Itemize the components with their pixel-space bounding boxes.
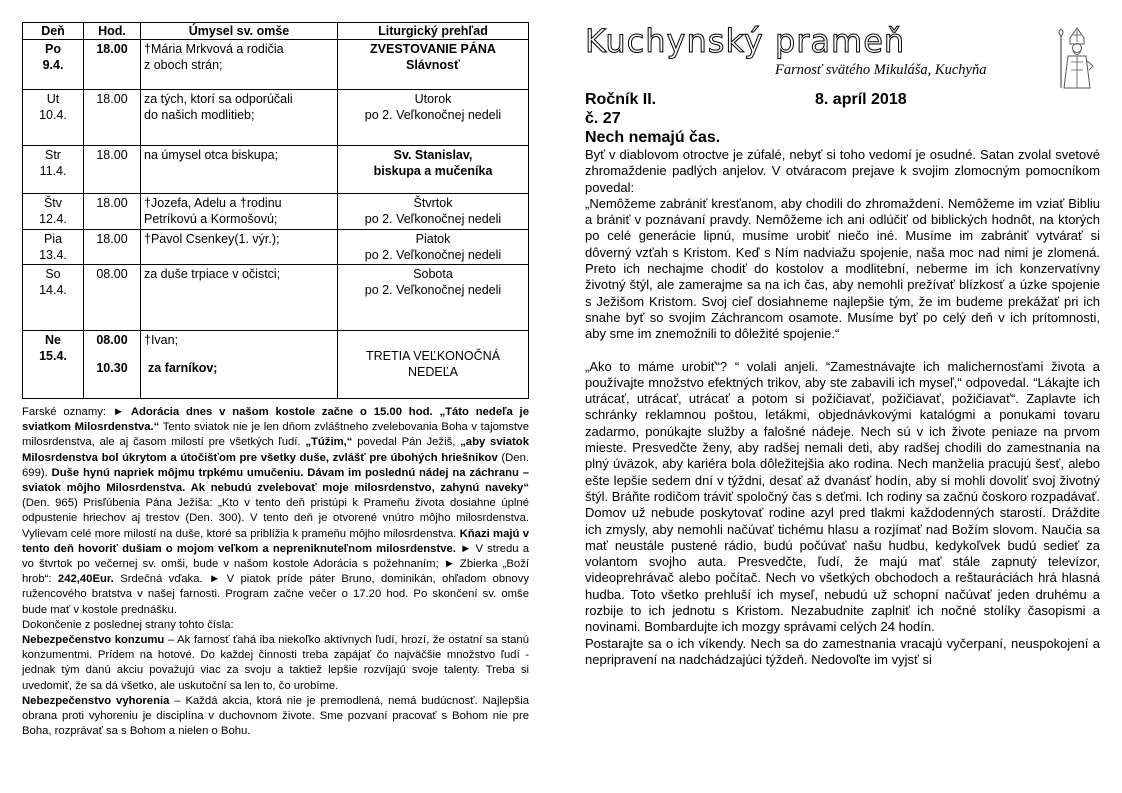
announcements-text: povedal Pán Ježiš,: [352, 436, 461, 449]
liturgy-line: po 2. Veľkonočnej nedeli: [364, 248, 502, 262]
table-row: [23, 146, 529, 194]
announcements-text: Srdečná vďaka. ► V piatok príde páter Bruno, dominikán, ohľadom obnovy ružencového bratstva v našej farnosti. Program začne večer o 17.20 hod. Po skončení sv. omše bude mať v kostole prednášku.: [22, 573, 529, 616]
table-row: [23, 40, 529, 90]
intention-cell: [141, 331, 338, 399]
liturgy-cell: [338, 40, 529, 90]
column-header-intention: Úmysel sv. omše: [141, 23, 338, 40]
newsletter-subtitle: Farnosť svätého Mikuláša, Kuchyňa: [775, 62, 987, 78]
table-row: [23, 230, 529, 265]
day-date: 12.4.: [39, 212, 67, 226]
announcements-text: Duše hynú napriek môjmu trpkému umučeniu. Dávam im poslednú nádej na záchranu – sviatok môjho Milosrdenstva. Ak nebudú zvelebovať moje milosrdenstvo, zahynú naveky“: [22, 466, 529, 495]
day-cell: [23, 331, 84, 399]
day-date: 10.4.: [39, 108, 67, 122]
liturgy-line: Slávnosť: [406, 58, 460, 72]
announcements-text: Tento sviatok nie je len dňom zvláštneho zvelebovania Boha v tajomstve milosrdenstva, ale aj časom milostí pre všetkých ľudí.: [22, 421, 529, 449]
announcements-text: (Den. 965) Prisľúbenia Pána Ježiša: „Kto v tento deň pristúpi k Prameňu života dosiahne úplné odpustenie hriechov aj trestov (Den. 300). V tento deň je otvorené vnútro môjho milosrdenstva. Vylievam celé more milostí na duše, ktoré sa priblížia k prameňu môjho milosrdenstva.: [22, 497, 529, 540]
liturgy-line: TRETIA VEĽKONOČNÁ: [365, 349, 501, 363]
intention-cell: [141, 265, 338, 331]
issue-number: č. 27: [585, 110, 621, 127]
liturgy-cell: [338, 90, 529, 146]
day-name: Ne: [45, 333, 61, 347]
intention-cell: [141, 40, 338, 90]
announcements-text: „Táto nedeľa je sviatkom Milosrdenstva.“: [22, 406, 529, 434]
table-row: [23, 194, 529, 230]
day-name: Po: [45, 42, 61, 56]
day-date: 9.4.: [42, 58, 64, 72]
liturgy-line: NEDEĽA: [407, 365, 459, 379]
day-date: 13.4.: [39, 248, 67, 262]
continuation-note: Dokončenie z poslednej strany tohto čísla:: [22, 618, 234, 631]
hour-cell: 18.00: [84, 146, 141, 194]
announcements-text: ► V stredu a vo štvrtok po večernej sv. omši, bude v našom kostole Adorácia s požehnaním; ► Zbierka „Boží hrob“:: [22, 542, 529, 586]
liturgy-cell: [338, 194, 529, 230]
article-title: Nech nemajú čas.: [585, 129, 721, 146]
masthead: [585, 22, 1100, 84]
right-column: [585, 22, 1100, 668]
intention-line: Petríkovú a Kormošovú;: [144, 212, 278, 226]
liturgy-line: Piatok: [415, 232, 451, 246]
intention-line: †Pavol Csenkey(1. výr.);: [144, 232, 280, 246]
table-row: [23, 331, 529, 399]
liturgy-line: Sv. Stanislav,: [393, 148, 473, 162]
table-row: [23, 265, 529, 331]
liturgy-cell: [338, 265, 529, 331]
intention-line: z oboch strán;: [144, 58, 223, 72]
day-cell: [23, 230, 84, 265]
day-date: 11.4.: [39, 164, 67, 178]
paragraph-text: – Ak farnosť ťahá iba niekoľko aktívnych ľudí, hrozí, že ostatní sa stanú konzumentmi. Prídem na hotové. Do každej činnosti treba zapájať čo najväčšie množstvo ľudí - jednak tým danú akciu považujú viac za svoju a taktiež lepšie rozvíjajú svoje talenty. Treba si uvedomiť, že sa dá všetko, ale uskutoční sa len to, čo urobíme.: [22, 634, 529, 692]
intention-line: do našich modlitieb;: [144, 108, 255, 122]
liturgy-line: po 2. Veľkonočnej nedeli: [364, 283, 502, 297]
intention-cell: [141, 194, 338, 230]
intention-line: za duše trpiace v očistci;: [144, 267, 281, 281]
intention-line: za tých, ktorí sa odporúčali: [144, 92, 293, 106]
paragraph-heading: Nebezpečenstvo vyhorenia: [22, 694, 170, 707]
intention-line: †Mária Mrkvová a rodičia: [144, 42, 284, 56]
liturgy-line: Utorok: [414, 92, 452, 106]
intention-line: †Ivan;: [144, 333, 179, 347]
liturgy-line: Štvrtok: [413, 196, 453, 210]
hour-cell: 18.00: [84, 90, 141, 146]
announcements-text: „aby sviatok Milosrdenstva bol úkrytom a útočišťom pre všetky duše, zvlášť pre úbohých hriešnikov: [22, 436, 529, 464]
hour-cell: 18.00: [84, 40, 141, 90]
announcements-text: (Den. 699).: [22, 451, 530, 479]
left-column: [22, 22, 529, 739]
article-paragraph: „Nemôžeme zabrániť kresťanom, aby chodili do zhromaždení. Nemôžeme im vziať Bibliu a brániť v poznávaní pravdy. Nemôžeme ich ani odlúčiť od biblických hodnôt, na ktorých po celé generácie lipnú, musíme urobiť niečo iné. Musíme im zabrániť vytvárať si dôverný vzťah s Kristom. Keď s Ním nadviažu spojenie, naša moc nad nimi je zlomená. Preto ich nechajme chodiť do kostolov a modlitební, neberme im ich konzervatívny životný štýl, ale zamerajme sa na ich čas, aby nemohli prežívať blízkosť a úzke spojenie s Ježišom Kristom. Svoj cieľ dosiahneme najlepšie tým, že im budeme prekážať pri ich snahe byť so svojim Záchrancom osamote. Musíme byť po celý deň v ich prítomnosti, aby sme im znemožnili to dôležité spojenie.“: [585, 195, 1100, 342]
issue-info: [585, 90, 1100, 109]
liturgy-line: po 2. Veľkonočnej nedeli: [364, 212, 502, 226]
liturgy-line: biskupa a mučeníka: [373, 164, 493, 178]
day-name: Ut: [46, 92, 60, 106]
hour-cell: 18.00: [84, 194, 141, 230]
intention-line: na úmysel otca biskupa;: [144, 148, 279, 162]
day-cell: [23, 146, 84, 194]
intention-line: za farníkov;: [148, 361, 218, 375]
hour-value: 10.30: [96, 361, 128, 375]
liturgy-cell: [338, 230, 529, 265]
liturgy-line: po 2. Veľkonočnej nedeli: [364, 108, 502, 122]
day-name: So: [45, 267, 61, 281]
mass-schedule-table: [22, 22, 529, 399]
paragraph-heading: Nebezpečenstvo konzumu: [22, 634, 165, 647]
announcements-text: „Túžim,“: [305, 436, 353, 449]
announcements-text: Kňazi majú v tento deň hovoriť dušiam o mojom veľkom a nepreniknuteľnom milosrdenstve.: [22, 527, 529, 555]
day-cell: [23, 40, 84, 90]
day-name: Str: [45, 148, 61, 162]
article-paragraph: Byť v diablovom otroctve je zúfalé, nebyť si toho vedomí je osudné. Satan zvolal svetové zhromaždenie padlých anjelov. V otváracom prejave k svojim zlomocným pomocníkom povedal:: [585, 147, 1100, 195]
volume-label: Ročník II.: [585, 91, 657, 108]
announcements-text: Farské oznamy: ►: [22, 406, 131, 418]
liturgy-line: ZVESTOVANIE PÁNA: [370, 42, 496, 56]
article-paragraph: „Ako to máme urobiť“? “ volali anjeli. “Zamestnávajte ich malichernosťami života a používajte množstvo efektných trikov, aby ste zabavili ich myseľ,“ odpovedal. “Lákajte ich utrácať, utrácať, utrácať a potom si požičiavať, požičiavať, požičiavať“. Zaplavte ich schránky reklamnou poštou, letákmi, objednávkovými katalógmi a ponukami tovaru zadarmo, ponúkajte služby a falošné nádeje. Nech sú v ich živote peniaze na prvom mieste. Presvedčte ženy, aby radšej nemali deti, aby radšej chodili do zamestnania na plný úväzok, aby kariéra bola dôležitejšia ako rodina. Nech manželia pracujú šesť, alebo ešte lepšie sedem dní v týždni, desať až dvanásť hodín, aby si mohli dovoliť svoj životný štýl. Bráňte rodičom tráviť spoločný čas s deťmi. Ich rodiny sa začnú čoskoro rozpadávať. Domov už nebude poskytovať rodine azyl pred tlakmi každodenných starostí. Dráždite ich zmysly, aby nemohli načúvať tichému hlasu a rozjímať nad Božím slovom. Naučia sa mať neustále pustené rádio, budú počúvať našu hudbu, kedykoľvek budú sedieť za volantom svojho auta. Presvedčte, ľudí, že majú mať stále zapnutý televízor, videoprehrávač alebo počítač. Nech vo všetkých obchodoch a reštauráciách hrá hlasná hudba. Toto všetko prehluší ich myseľ, nebudú už schopní načúvať jeden druhému a rozbije to ich jednotu s Kristom. Nezabudnite zaplniť ich nočné stolíky časopismi a novinami. Bombardujte ich mozgy správami celých 24 hodín.: [585, 358, 1100, 635]
intention-line: †Jozefa, Adelu a †rodinu: [144, 196, 282, 210]
day-cell: [23, 194, 84, 230]
parish-announcements: [22, 405, 529, 739]
intention-cell: [141, 230, 338, 265]
article-paragraph: Postarajte sa o ich víkendy. Nech sa do zamestnania vracajú vyčerpaní, neuspokojení a nepripravení na nadchádzajúci týždeň. Nedovoľte im vyjsť si: [585, 635, 1100, 667]
column-header-hour: Hod.: [84, 23, 141, 40]
burnout-paragraph: [22, 694, 529, 740]
paragraph-gap: [585, 343, 1100, 359]
announcements-text: Adorácia dnes v našom kostole začne o 15.00 hod.: [130, 406, 433, 418]
table-row: [23, 90, 529, 146]
liturgy-cell: [338, 331, 529, 399]
announcements-paragraph: [22, 405, 529, 618]
announcements-text: 242,40Eur.: [57, 573, 114, 586]
column-header-day: Deň: [23, 23, 84, 40]
day-cell: [23, 90, 84, 146]
day-cell: [23, 265, 84, 331]
table-header-row: [23, 23, 529, 40]
day-date: 14.4.: [39, 283, 67, 297]
hour-cell: 08.00: [84, 265, 141, 331]
paragraph-text: – Každá akcia, ktorá nie je premodlená, nemá budúcnosť. Najlepšia obrana proti vyhoreniu je disciplína v duchovnom živote. Sme pozvaní pracovať s Bohom nie pre Boha, rozprávať sa s Bohom a nielen o Bohu.: [22, 694, 529, 738]
intention-cell: [141, 90, 338, 146]
liturgy-line: Sobota: [413, 267, 453, 281]
day-date: 15.4.: [39, 349, 67, 363]
day-name: Pia: [43, 232, 63, 246]
column-header-liturgy: Liturgický prehľad: [338, 23, 529, 40]
saint-nicholas-icon: [1055, 26, 1099, 90]
newsletter-title: Kuchynský prameň: [585, 22, 906, 60]
article-body: [585, 147, 1100, 668]
intention-cell: [141, 146, 338, 194]
hour-value: 08.00: [96, 333, 128, 347]
consumerism-paragraph: [22, 633, 529, 694]
issue-date: 8. apríl 2018: [815, 91, 907, 108]
hour-cell: 18.00: [84, 230, 141, 265]
day-name: Štv: [43, 196, 63, 210]
liturgy-cell: [338, 146, 529, 194]
hour-cell: [84, 331, 141, 399]
